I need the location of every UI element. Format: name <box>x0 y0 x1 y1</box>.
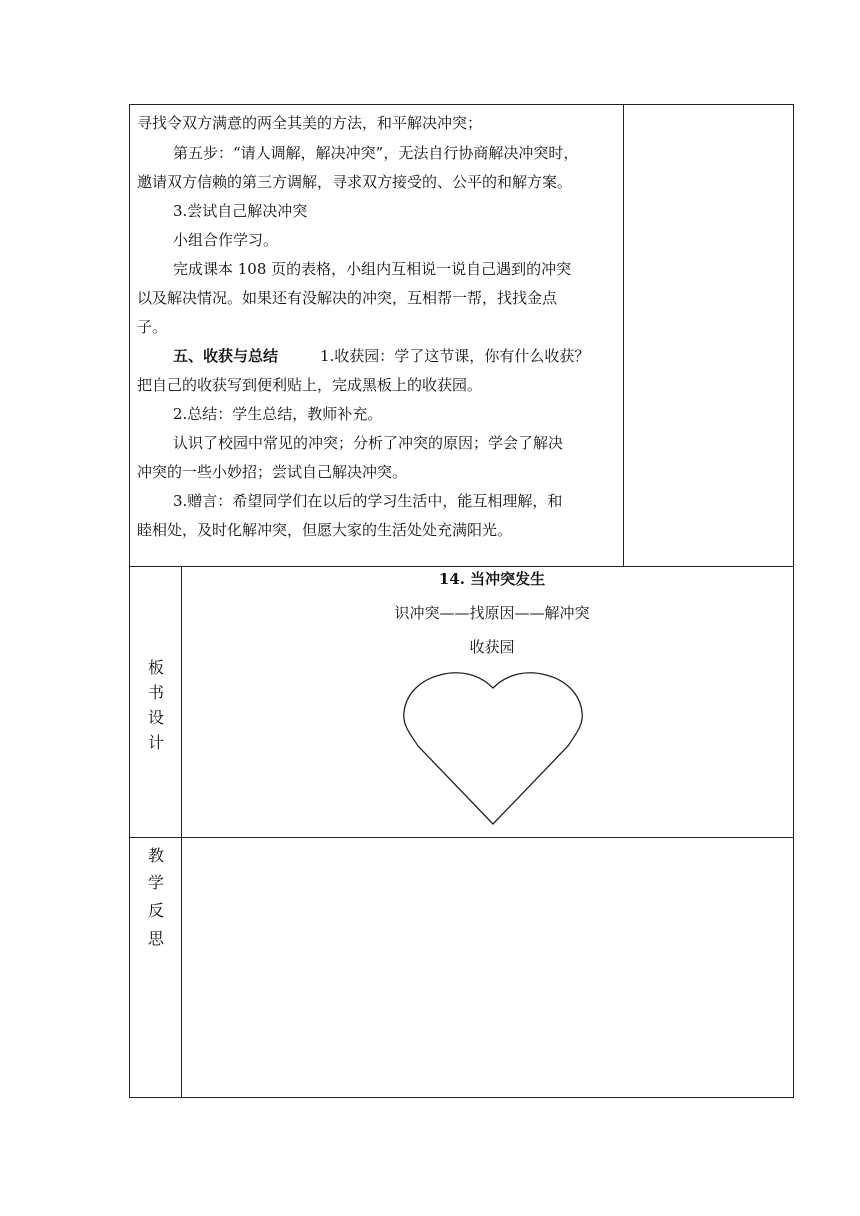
table-bottom-border <box>129 1097 794 1098</box>
content-line: 第五步：“请人调解，解决冲突”，无法自行协商解决冲突时， <box>173 144 579 162</box>
content-line: 子。 <box>137 318 168 336</box>
reflection-label-char: 教 <box>147 846 164 865</box>
content-line: 3.赠言：希望同学们在以后的学习生活中，能互相理解，和 <box>173 492 563 510</box>
board-label-char: 计 <box>147 733 164 752</box>
section-heading: 五、收获与总结 <box>173 347 279 365</box>
board-title: 14. 当冲突发生 <box>438 570 546 588</box>
board-label-char: 书 <box>147 683 164 702</box>
content-line: 2.总结：学生总结，教师补充。 <box>173 405 383 423</box>
content-line: 完成课本 108 页的表格，小组内互相说一说自己遇到的冲突 <box>173 260 572 278</box>
board-subtitle: 识冲突——找原因——解冲突 <box>394 604 590 622</box>
content-line: 小组合作学习。 <box>173 231 279 249</box>
notes-column-divider <box>623 104 624 566</box>
reflection-label-char: 反 <box>147 901 164 920</box>
table-top-border <box>129 104 794 105</box>
reflection-label-char: 学 <box>147 873 164 892</box>
board-label-char: 板 <box>147 658 164 677</box>
content-line: 3.尝试自己解决冲突 <box>173 202 308 220</box>
content-line: 冲突的一些小妙招；尝试自己解决冲突。 <box>137 463 408 481</box>
row-divider-1 <box>129 566 794 567</box>
content-line: 1.收获园：学了这节课，你有什么收获？ <box>320 347 590 365</box>
table-left-border <box>129 104 130 1098</box>
heart-shape <box>398 668 588 830</box>
table-right-border <box>793 104 794 1098</box>
content-line: 寻找令双方满意的两全其美的方法，和平解决冲突； <box>137 114 483 132</box>
content-line: 认识了校园中常见的冲突；分析了冲突的原因；学会了解决 <box>173 434 564 452</box>
board-label-char: 设 <box>147 708 164 727</box>
reflection-label-char: 思 <box>147 929 164 948</box>
board-harvest-label: 收获园 <box>469 638 515 656</box>
content-line: 把自己的收获写到便利贴上，完成黑板上的收获园。 <box>137 376 483 394</box>
reflection-content[interactable] <box>182 838 793 1097</box>
content-line: 邀请双方信赖的第三方调解，寻求双方接受的、公平的和解方案。 <box>137 173 573 191</box>
content-line: 以及解决情况。如果还有没解决的冲突，互相帮一帮，找找金点 <box>137 289 558 307</box>
content-line: 睦相处，及时化解冲突，但愿大家的生活处处充满阳光。 <box>137 521 513 539</box>
